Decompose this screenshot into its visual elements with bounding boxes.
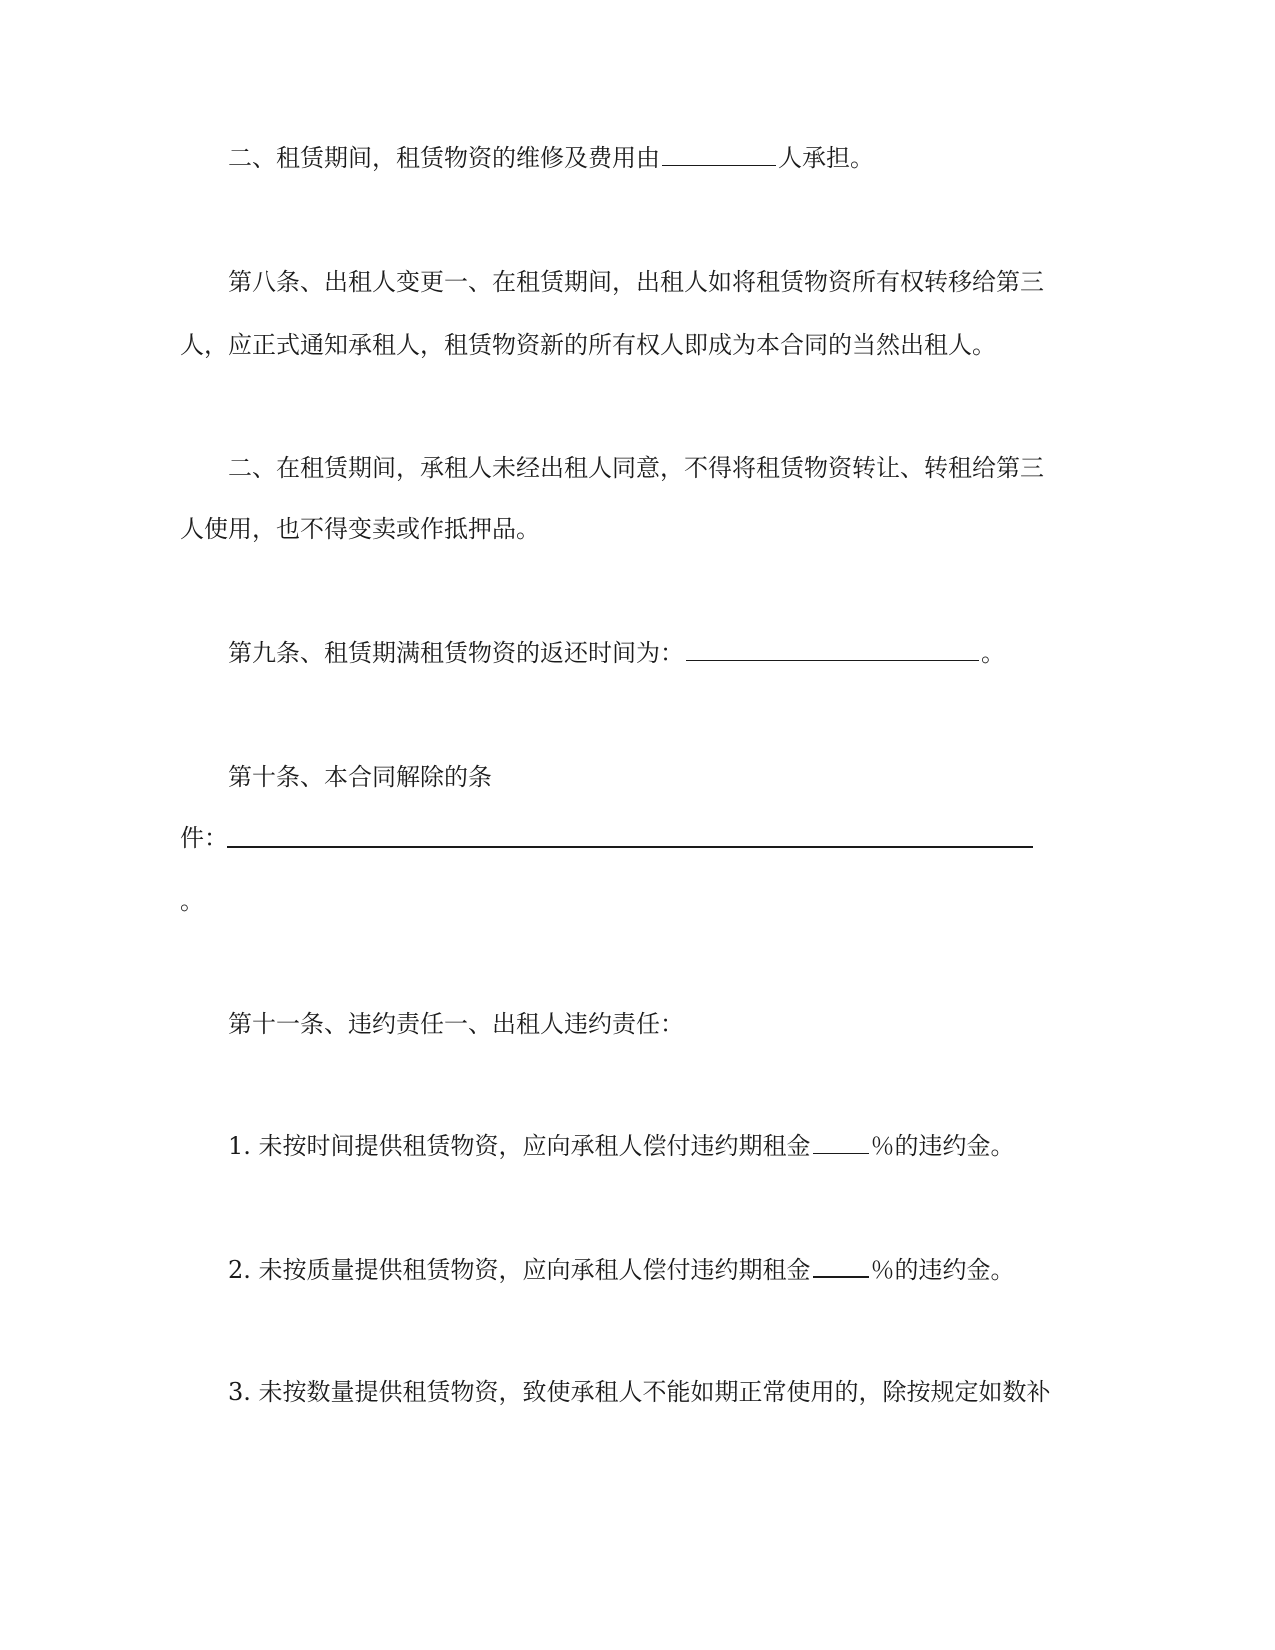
breach-item-1-text-after: ％的违约金。	[870, 1132, 1015, 1160]
maintenance-text-before: 二、租赁期间，租赁物资的维修及费用由	[228, 144, 660, 172]
breach-item-2	[228, 1254, 1015, 1285]
maintenance-party-blank[interactable]	[662, 143, 776, 166]
sublease-clause-line-1: 二、在租赁期间，承租人未经出租人同意，不得将租赁物资转让、转租给第三	[228, 454, 1044, 482]
maintenance-text-after: 人承担。	[778, 144, 874, 172]
breach-item-3: 3. 未按数量提供租赁物资，致使承租人不能如期正常使用的，除按规定如数补	[228, 1378, 1051, 1406]
breach-item-2-percent-blank[interactable]	[813, 1254, 869, 1278]
termination-conditions-label: 件：	[180, 824, 228, 852]
termination-conditions-blank[interactable]	[227, 846, 1033, 848]
return-time-text-after: 。	[981, 639, 1005, 667]
paragraph-maintenance-cost	[228, 143, 874, 173]
article-8-line-1: 第八条、出租人变更一、在租赁期间，出租人如将租赁物资所有权转移给第三	[228, 268, 1044, 296]
breach-item-2-text-after: ％的违约金。	[870, 1256, 1015, 1284]
return-time-blank[interactable]	[686, 638, 979, 661]
breach-item-2-text-before: 2. 未按质量提供租赁物资，应向承租人偿付违约期租金	[228, 1256, 811, 1284]
return-time-text-before: 第九条、租赁期满租赁物资的返还时间为：	[228, 639, 684, 667]
breach-item-1-percent-blank[interactable]	[813, 1131, 869, 1154]
article-10-line-1: 第十条、本合同解除的条	[228, 763, 492, 791]
article-11-heading: 第十一条、违约责任一、出租人违约责任：	[228, 1010, 684, 1038]
sublease-clause-line-2: 人使用，也不得变卖或作抵押品。	[180, 515, 540, 543]
article-10-line-2	[180, 823, 228, 853]
article-8-line-2: 人，应正式通知承租人，租赁物资新的所有权人即成为本合同的当然出租人。	[180, 331, 996, 359]
breach-item-1	[228, 1131, 1015, 1161]
article-9-return-time	[228, 638, 1005, 668]
article-10-period: 。	[180, 887, 204, 915]
breach-item-1-text-before: 1. 未按时间提供租赁物资，应向承租人偿付违约期租金	[228, 1132, 811, 1160]
